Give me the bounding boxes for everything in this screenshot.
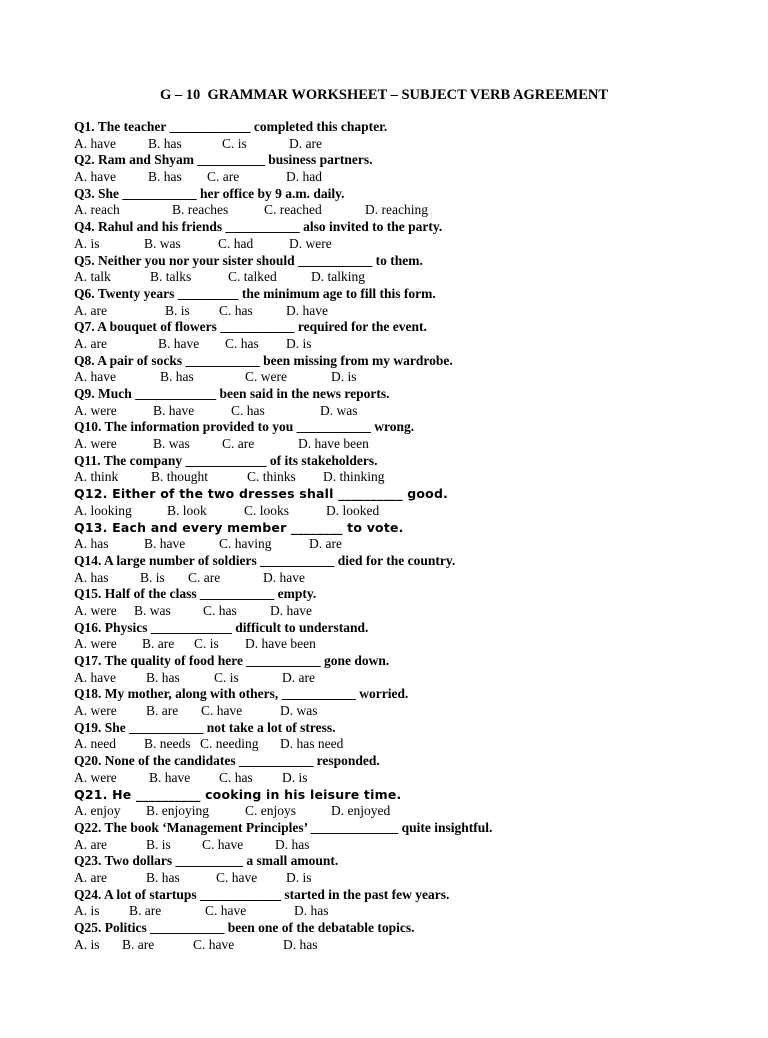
option-a: A. are	[74, 302, 107, 318]
option-d: D. has need	[280, 736, 344, 752]
option-d: D. is	[286, 335, 312, 351]
option-c: C. are	[222, 436, 255, 452]
option-d: D. has	[275, 836, 310, 852]
question-text: Q5. Neither you nor your sister should ___________ to them.	[74, 252, 423, 268]
question-7	[74, 318, 754, 351]
answer-options	[74, 569, 754, 586]
option-d: D. were	[289, 235, 332, 251]
option-a: A. were	[74, 402, 117, 418]
option-d: D. talking	[311, 269, 365, 285]
answer-options	[74, 168, 754, 185]
question-12	[74, 485, 754, 518]
option-c: C. have	[201, 703, 243, 719]
question-text: Q23. Two dollars __________ a small amount.	[74, 853, 339, 869]
option-b: B. has	[146, 669, 180, 685]
option-b: B. are	[122, 936, 155, 952]
answer-options	[74, 936, 754, 953]
question-19	[74, 719, 754, 752]
option-a: A. need	[74, 736, 116, 752]
question-text: Q2. Ram and Shyam __________ business partners.	[74, 152, 373, 168]
option-c: C. have	[216, 869, 258, 885]
option-d: D. is	[282, 769, 308, 785]
option-a: A. reach	[74, 202, 120, 218]
question-4	[74, 218, 754, 251]
question-9	[74, 385, 754, 418]
option-a: A. are	[74, 869, 107, 885]
option-b: B. enjoying	[146, 803, 209, 819]
option-a: A. have	[74, 169, 116, 185]
option-c: C. have	[193, 936, 235, 952]
answer-options	[74, 669, 754, 686]
option-a: A. looking	[74, 502, 132, 518]
answer-options	[74, 602, 754, 619]
question-11	[74, 452, 754, 485]
option-d: D. are	[289, 135, 322, 151]
question-text: Q14. A large number of soldiers ___________ died for the country.	[74, 552, 456, 568]
answer-options	[74, 135, 754, 152]
option-a: A. were	[74, 602, 117, 618]
option-b: B. has	[146, 869, 180, 885]
option-b: B. have	[144, 536, 186, 552]
option-a: A. think	[74, 469, 119, 485]
option-c: C. has	[219, 769, 253, 785]
question-14	[74, 552, 754, 585]
option-a: A. talk	[74, 269, 111, 285]
option-b: B. was	[153, 436, 190, 452]
option-c: C. has	[219, 302, 253, 318]
question-10	[74, 418, 754, 451]
option-d: D. have been	[298, 436, 369, 452]
option-a: A. were	[74, 703, 117, 719]
option-d: D. has	[283, 936, 318, 952]
option-b: B. are	[142, 636, 175, 652]
question-23	[74, 852, 754, 885]
question-text: Q13. Each and every member ________ to vote.	[74, 519, 404, 535]
option-c: C. has	[225, 335, 259, 351]
answer-options	[74, 869, 754, 886]
question-1	[74, 118, 754, 151]
question-17	[74, 652, 754, 685]
answer-options	[74, 836, 754, 853]
option-a: A. have	[74, 135, 116, 151]
option-c: C. looks	[244, 502, 290, 518]
question-5	[74, 252, 754, 285]
option-a: A. has	[74, 569, 109, 585]
option-c: C. is	[214, 669, 239, 685]
option-b: B. is	[146, 836, 171, 852]
option-d: D. have	[263, 569, 305, 585]
answer-options	[74, 802, 754, 819]
option-b: B. talks	[150, 269, 192, 285]
option-b: B. was	[144, 235, 181, 251]
option-d: D. reaching	[365, 202, 428, 218]
question-text: Q9. Much ____________ been said in the news reports.	[74, 386, 390, 401]
option-b: B. have	[149, 769, 191, 785]
option-d: D. are	[282, 669, 315, 685]
option-d: D. have	[270, 602, 312, 618]
answer-options	[74, 368, 754, 385]
question-20	[74, 752, 754, 785]
question-text: Q17. The quality of food here ___________ gone down.	[74, 653, 390, 668]
option-a: A. is	[74, 936, 100, 952]
question-text: Q1. The teacher ____________ completed this chapter.	[74, 119, 388, 134]
question-22	[74, 819, 754, 852]
question-text: Q3. She ___________ her office by 9 a.m. daily.	[74, 185, 345, 201]
option-b: B. has	[148, 135, 182, 151]
question-text: Q16. Physics ____________ difficult to understand.	[74, 619, 369, 635]
option-c: C. have	[202, 836, 244, 852]
question-15	[74, 585, 754, 618]
option-c: C. are	[207, 169, 240, 185]
question-text: Q12. Either of the two dresses shall __________ good.	[74, 486, 449, 502]
answer-options	[74, 769, 754, 786]
option-b: B. look	[167, 502, 207, 518]
question-text: Q4. Rahul and his friends ___________ also invited to the party.	[74, 219, 443, 235]
answer-options	[74, 902, 754, 919]
option-a: A. are	[74, 335, 107, 351]
option-a: A. is	[74, 903, 100, 919]
option-c: C. having	[219, 536, 272, 552]
option-a: A. have	[74, 369, 116, 385]
option-d: D. have	[286, 302, 328, 318]
question-text: Q21. He __________ cooking in his leisure time.	[74, 786, 402, 802]
question-3	[74, 185, 754, 218]
answer-options	[74, 735, 754, 752]
option-c: C. thinks	[247, 469, 296, 485]
option-a: A. have	[74, 669, 116, 685]
option-d: D. has	[294, 903, 329, 919]
answer-options	[74, 302, 754, 319]
question-text: Q11. The company ____________ of its stakeholders.	[74, 452, 378, 468]
question-2	[74, 151, 754, 184]
option-c: C. enjoys	[245, 803, 297, 819]
option-d: D. looked	[326, 502, 380, 518]
option-d: D. had	[286, 169, 322, 185]
option-d: D. is	[286, 869, 312, 885]
answer-options	[74, 268, 754, 285]
option-c: C. talked	[228, 269, 277, 285]
question-21	[74, 786, 754, 819]
answer-options	[74, 635, 754, 652]
option-b: B. is	[165, 302, 190, 318]
answer-options	[74, 335, 754, 352]
option-d: D. are	[309, 536, 342, 552]
option-d: D. thinking	[323, 469, 385, 485]
answer-options	[74, 235, 754, 252]
question-text: Q22. The book ‘Management Principles’ _____________ quite insightful.	[74, 819, 493, 835]
option-b: B. needs	[144, 736, 191, 752]
question-list	[74, 118, 754, 952]
option-c: C. had	[218, 235, 254, 251]
answer-options	[74, 402, 754, 419]
option-b: B. have	[158, 335, 200, 351]
question-text: Q18. My mother, along with others, ___________ worried.	[74, 686, 409, 702]
question-6	[74, 285, 754, 318]
option-a: A. were	[74, 436, 117, 452]
option-a: A. enjoy	[74, 803, 121, 819]
answer-options	[74, 468, 754, 485]
question-24	[74, 886, 754, 919]
option-a: A. are	[74, 836, 107, 852]
option-b: B. has	[148, 169, 182, 185]
question-text: Q20. None of the candidates ___________ responded.	[74, 753, 380, 769]
question-text: Q25. Politics ___________ been one of the debatable topics.	[74, 920, 415, 935]
question-text: Q24. A lot of startups ____________ started in the past few years.	[74, 886, 450, 902]
question-text: Q7. A bouquet of flowers ___________ required for the event.	[74, 319, 427, 335]
question-text: Q10. The information provided to you ___________ wrong.	[74, 419, 415, 435]
question-text: Q8. A pair of socks ___________ been missing from my wardrobe.	[74, 352, 453, 368]
option-b: B. was	[134, 602, 171, 618]
option-d: D. is	[331, 369, 357, 385]
option-b: B. have	[153, 402, 195, 418]
question-13	[74, 519, 754, 552]
option-c: C. were	[245, 369, 287, 385]
option-d: D. was	[280, 703, 318, 719]
option-b: B. has	[160, 369, 194, 385]
option-b: B. are	[129, 903, 162, 919]
answer-options	[74, 435, 754, 452]
option-c: C. is	[222, 135, 247, 151]
option-c: C. needing	[200, 736, 259, 752]
option-d: D. was	[320, 402, 358, 418]
option-a: A. is	[74, 235, 100, 251]
answer-options	[74, 702, 754, 719]
question-8	[74, 352, 754, 385]
option-d: D. enjoyed	[331, 803, 391, 819]
worksheet-title: G – 10 GRAMMAR WORKSHEET – SUBJECT VERB AGREEMENT	[159, 87, 609, 103]
option-b: B. reaches	[172, 202, 229, 218]
answer-options	[74, 502, 754, 519]
question-18	[74, 685, 754, 718]
option-c: C. has	[203, 602, 237, 618]
option-c: C. reached	[264, 202, 322, 218]
option-b: B. thought	[151, 469, 209, 485]
option-a: A. has	[74, 536, 109, 552]
question-text: Q19. She ___________ not take a lot of stress.	[74, 719, 336, 735]
option-d: D. have been	[245, 636, 316, 652]
answer-options	[74, 201, 754, 218]
answer-options	[74, 535, 754, 552]
option-c: C. are	[188, 569, 221, 585]
option-a: A. were	[74, 636, 117, 652]
option-c: C. has	[231, 402, 265, 418]
question-16	[74, 619, 754, 652]
option-b: B. are	[146, 703, 179, 719]
option-c: C. have	[205, 903, 247, 919]
option-c: C. is	[194, 636, 219, 652]
question-25	[74, 919, 754, 952]
option-b: B. is	[140, 569, 165, 585]
question-text: Q6. Twenty years _________ the minimum age to fill this form.	[74, 285, 436, 301]
option-a: A. were	[74, 769, 117, 785]
question-text: Q15. Half of the class ___________ empty.	[74, 586, 317, 602]
